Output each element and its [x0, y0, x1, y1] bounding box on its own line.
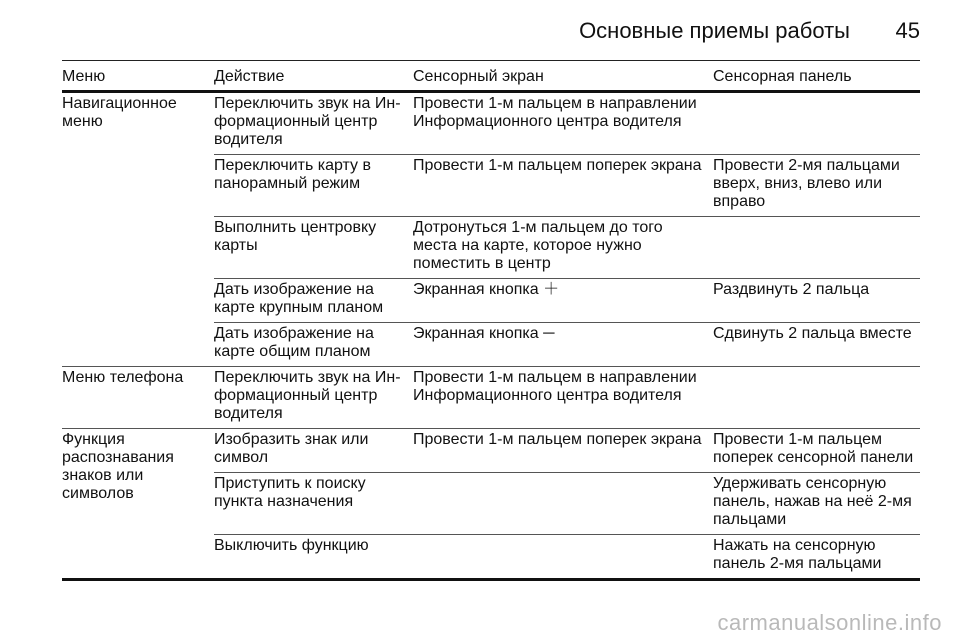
page-number: 45 — [895, 18, 920, 43]
touchpad-cell: Сдвинуть 2 пальца вместе — [713, 322, 920, 366]
table-row — [62, 91, 920, 154]
touchpad-cell — [713, 91, 920, 154]
header-divider — [62, 60, 920, 61]
watermark: carmanualsonline.info — [717, 610, 942, 635]
action-cell: Переключить звук на Ин-формационный центр водителя — [214, 366, 413, 428]
menu-cell-phone: Меню телефона — [62, 366, 214, 428]
touchscreen-cell: Провести 1-м пальцем поперек экрана — [413, 154, 713, 216]
touchscreen-cell: Провести 1-м пальцем поперек экрана — [413, 428, 713, 472]
column-header-action: Действие — [214, 68, 413, 91]
action-cell: Выключить функцию — [214, 534, 413, 579]
touchpad-cell — [713, 366, 920, 428]
column-header-menu: Меню — [62, 68, 214, 91]
page-title: Основные приемы работы — [579, 18, 850, 43]
column-header-touchscreen: Сенсорный экран — [413, 68, 713, 91]
touchpad-cell: Провести 2-мя пальцами вверх, вниз, влево или вправо — [713, 154, 920, 216]
action-cell: Изобразить знак или символ — [214, 428, 413, 472]
column-header-touchpad: Сенсорная панель — [713, 68, 920, 91]
touchscreen-cell — [413, 534, 713, 579]
touchscreen-cell: Провести 1-м пальцем в направлении Информационного центра водителя — [413, 91, 713, 154]
touchscreen-cell: Экранная кнопка ─ — [413, 322, 713, 366]
touchpad-cell — [713, 216, 920, 278]
table-row — [62, 366, 920, 428]
touchpad-cell: Провести 1-м пальцем поперек сенсорной панели — [713, 428, 920, 472]
table-header-row — [62, 68, 920, 91]
action-cell: Выполнить центровку карты — [214, 216, 413, 278]
touchscreen-cell — [413, 472, 713, 534]
touchpad-cell: Удерживать сенсорную панель, нажав на неё 2-мя пальцами — [713, 472, 920, 534]
touchscreen-cell: Экранная кнопка ＋ — [413, 278, 713, 322]
touchscreen-cell: Провести 1-м пальцем в направлении Информационного центра водителя — [413, 366, 713, 428]
touchpad-cell: Раздвинуть 2 пальца — [713, 278, 920, 322]
action-cell: Переключить карту в панорамный режим — [214, 154, 413, 216]
action-cell: Приступить к поиску пункта назначения — [214, 472, 413, 534]
menu-cell-navigation: Навигационное меню — [62, 91, 214, 366]
touchpad-cell: Нажать на сенсорную панель 2-мя пальцами — [713, 534, 920, 579]
operations-table — [62, 68, 920, 581]
action-cell: Дать изображение на карте крупным планом — [214, 278, 413, 322]
touchscreen-cell: Дотронуться 1-м пальцем до того места на карте, которое нужно поместить в центр — [413, 216, 713, 278]
action-cell: Переключить звук на Ин-формационный центр водителя — [214, 91, 413, 154]
action-cell: Дать изображение на карте общим планом — [214, 322, 413, 366]
menu-cell-character-recognition: Функция распознавания знаков или символов — [62, 428, 214, 579]
table-row — [62, 428, 920, 472]
